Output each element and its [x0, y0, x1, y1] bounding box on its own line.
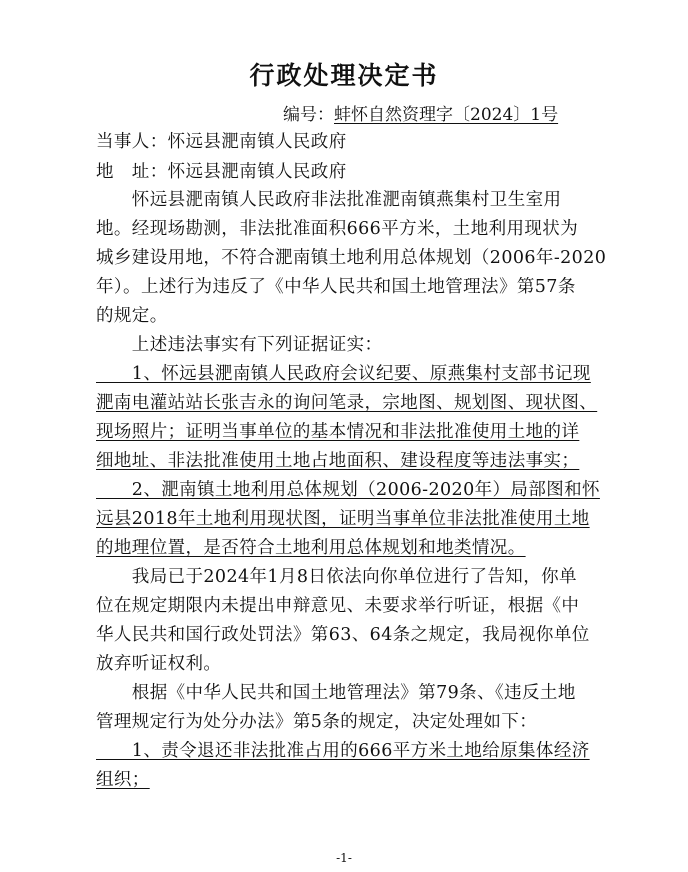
decision-line: 组织； [96, 770, 150, 790]
party-label: 当事人： [96, 132, 168, 152]
evidence-line: 淝南电灌站站长张吉永的询问笔录，宗地图、规划图、现状图、 [96, 393, 598, 413]
document-number [283, 100, 558, 125]
evidence-line: 远县2018年土地利用现状图，证明当事单位非法批准使用土地 [96, 509, 590, 529]
body-line: 怀远县淝南镇人民政府非法批准淝南镇燕集村卫生室用 [96, 190, 562, 210]
body-line: 年）。上述行为违反了《中华人民共和国土地管理法》第57条 [96, 277, 576, 297]
body-line: 的规定。 [96, 306, 168, 326]
evidence-line: 的地理位置，是否符合土地利用总体规划和地类情况。 [96, 538, 526, 558]
document-title: 行政处理决定书 [249, 61, 439, 90]
document-number-label: 编号： [283, 105, 334, 125]
evidence-line: 2、淝南镇土地利用总体规划（2006-2020年）局部图和怀 [96, 480, 600, 500]
body-line: 地。经现场勘测，非法批准面积666平方米，土地利用现状为 [96, 219, 579, 239]
body-line: 位在规定期限内未提出申辩意见、未要求举行听证，根据《中 [96, 596, 580, 616]
evidence-line: 现场照片；证明当事单位的基本情况和非法批准使用土地的详 [96, 422, 580, 442]
page-number: -1- [336, 851, 352, 865]
evidence-line: 1、怀远县淝南镇人民政府会议纪要、原燕集村支部书记现 [96, 364, 591, 384]
party-line [96, 128, 596, 153]
address-value: 怀远县淝南镇人民政府 [167, 162, 347, 182]
party-name: 怀远县淝南镇人民政府 [167, 132, 347, 152]
body-line: 管理规定行为处分办法》第5条的规定，决定处理如下： [96, 712, 538, 732]
body-line: 华人民共和国行政处罚法》第63、64条之规定，我局视你单位 [96, 625, 590, 645]
evidence-line: 细地址、非法批准使用土地占地面积、建设程度等违法事实； [96, 451, 580, 471]
decision-line: 1、责令退还非法批准占用的666平方米土地给原集体经济 [96, 741, 590, 761]
address-line [96, 158, 596, 183]
body-line: 城乡建设用地，不符合淝南镇土地利用总体规划（2006年-2020 [96, 248, 607, 268]
body-line: 放弃听证权利。 [96, 654, 222, 674]
document-number-value: 蚌怀自然资理字〔2024〕1号 [334, 105, 559, 125]
body-line: 上述违法事实有下列证据证实： [96, 335, 383, 355]
body-line: 根据《中华人民共和国土地管理法》第79条、《违反土地 [96, 683, 576, 703]
address-label: 地 址： [96, 162, 168, 182]
body-line: 我局已于2024年1月8日依法向你单位进行了告知，你单 [96, 567, 577, 587]
